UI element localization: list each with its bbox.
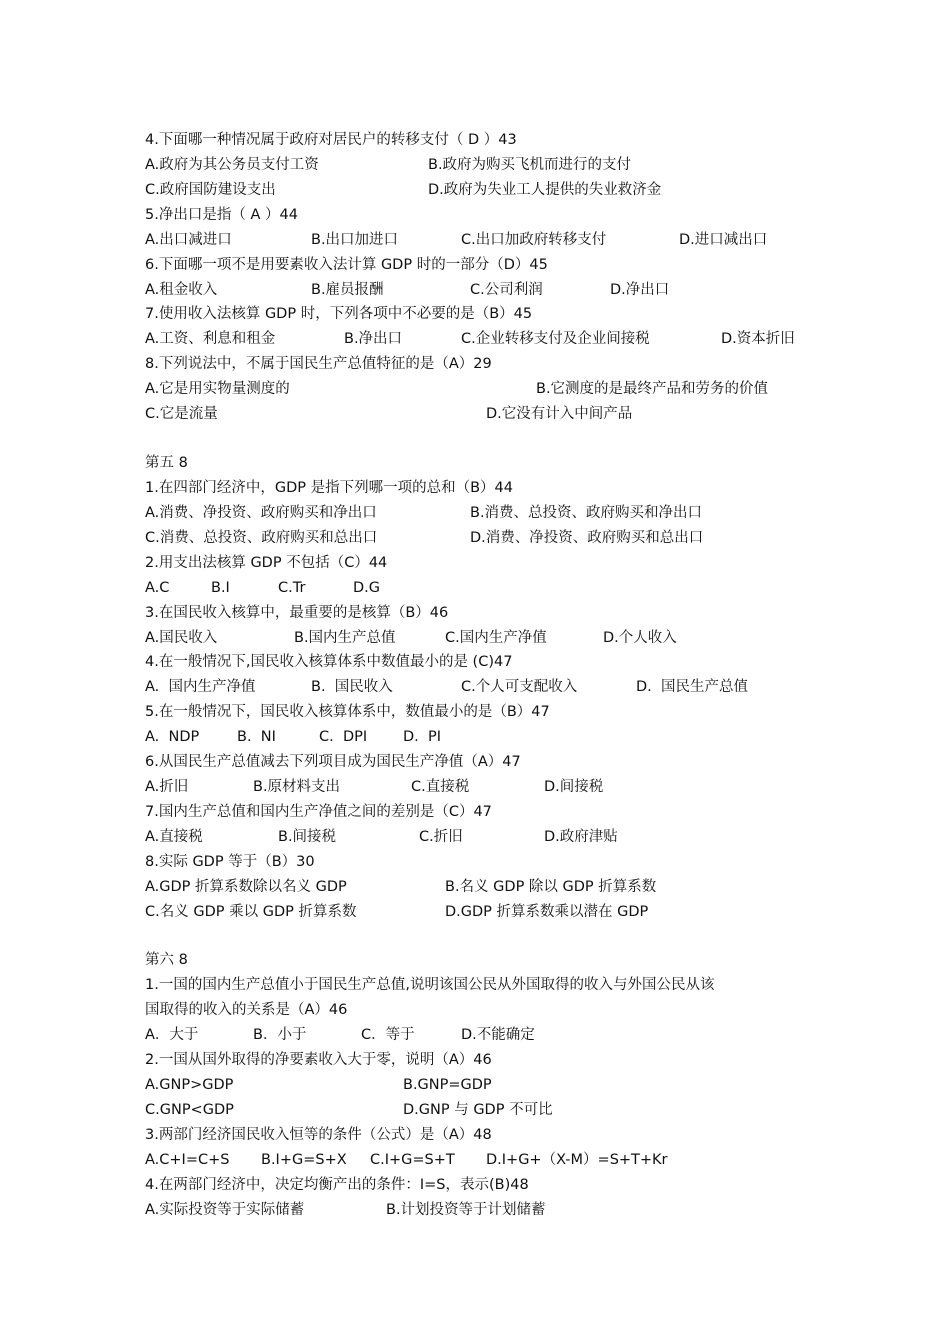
option-text: C.企业转移支付及企业间接税	[461, 331, 650, 347]
question-text: 4.在一般情况下,国民收入核算体系中数值最小的是 (C)47	[145, 654, 513, 670]
option-text: B.计划投资等于计划储蓄	[386, 1202, 546, 1218]
option-text: A. NDP	[145, 729, 200, 745]
option-text: B.政府为购买飞机而进行的支付	[428, 157, 632, 173]
text-line	[145, 1198, 825, 1223]
option-text: C.个人可支配收入	[461, 679, 578, 695]
text-line	[145, 1098, 825, 1123]
option-text: A.GDP 折算系数除以名义 GDP	[145, 879, 347, 895]
option-text: C.它是流量	[145, 406, 218, 422]
text-line	[145, 576, 825, 601]
option-text: D.个人收入	[603, 630, 677, 646]
option-text: A.租金收入	[145, 282, 218, 298]
question-text: 4.下面哪一种情况属于政府对居民户的转移支付（ D ）43	[145, 132, 517, 148]
option-text: D.不能确定	[461, 1027, 535, 1043]
text-line	[145, 900, 825, 925]
option-text: A.C	[145, 580, 170, 596]
text-line	[145, 302, 825, 327]
option-text: C.GNP<GDP	[145, 1102, 234, 1118]
option-text: B.I	[211, 580, 230, 596]
text-line	[145, 178, 825, 203]
option-text: B.消费、总投资、政府购买和净出口	[470, 505, 703, 521]
text-line	[145, 1023, 825, 1048]
option-text: C.国内生产净值	[445, 630, 547, 646]
text-line	[145, 153, 825, 178]
option-text: D.GDP 折算系数乘以潜在 GDP	[445, 904, 649, 920]
option-text: C.公司利润	[470, 282, 543, 298]
option-text: D.资本折旧	[721, 331, 795, 347]
question-text: 第六 8	[145, 952, 188, 968]
option-text: C.政府国防建设支出	[145, 182, 276, 198]
question-text: 7.使用收入法核算 GDP 时，下列各项中不必要的是（B）45	[145, 306, 533, 322]
option-text: D. 国民生产总值	[636, 679, 748, 695]
text-line	[145, 998, 825, 1023]
text-line	[145, 203, 825, 228]
text-line	[145, 228, 825, 253]
option-text: D.政府为失业工人提供的失业救济金	[428, 182, 662, 198]
text-line	[145, 1173, 825, 1198]
question-text: 6.下面哪一项不是用要素收入法计算 GDP 时的一部分（D）45	[145, 257, 548, 273]
option-text: D.G	[353, 580, 381, 596]
option-text: C.出口加政府转移支付	[461, 232, 607, 248]
option-text: C.消费、总投资、政府购买和总出口	[145, 530, 378, 546]
text-line	[145, 601, 825, 626]
text-line	[145, 626, 825, 651]
option-text: D.GNP 与 GDP 不可比	[403, 1102, 553, 1118]
question-text: 8.实际 GDP 等于（B）30	[145, 854, 315, 870]
option-text: A. 国内生产净值	[145, 679, 256, 695]
option-text: B.净出口	[344, 331, 403, 347]
text-line	[145, 948, 825, 973]
text-line	[145, 352, 825, 377]
question-text: 第五 8	[145, 455, 188, 471]
text-line	[145, 451, 825, 476]
option-text: B. 国民收入	[311, 679, 393, 695]
option-text: B.出口加进口	[311, 232, 399, 248]
text-line	[145, 128, 825, 153]
question-text: 3.在国民收入核算中，最重要的是核算（B）46	[145, 605, 449, 621]
text-line	[145, 1073, 825, 1098]
option-text: D.进口减出口	[679, 232, 768, 248]
option-text: B．小于	[253, 1027, 307, 1043]
text-line	[145, 850, 825, 875]
option-text: B.雇员报酬	[311, 282, 384, 298]
option-text: B.名义 GDP 除以 GDP 折算系数	[445, 879, 657, 895]
text-line	[145, 825, 825, 850]
question-text: 7.国内生产总值和国内生产净值之间的差别是（C）47	[145, 804, 492, 820]
option-text: D.消费、净投资、政府购买和总出口	[470, 530, 704, 546]
option-text: D.间接税	[544, 779, 604, 795]
question-text: 6.从国民生产总值减去下列项目成为国民生产净值（A）47	[145, 754, 521, 770]
text-line	[145, 675, 825, 700]
question-text: 5.在一般情况下，国民收入核算体系中，数值最小的是（B）47	[145, 704, 550, 720]
question-text: 2.一国从国外取得的净要素收入大于零，说明（A）46	[145, 1052, 492, 1068]
text-line	[145, 377, 825, 402]
option-text: D. PI	[403, 729, 442, 745]
question-text: 5.净出口是指（ A ）44	[145, 207, 298, 223]
text-line	[145, 1048, 825, 1073]
text-line	[145, 775, 825, 800]
text-line	[145, 327, 825, 352]
question-text: 2.用支出法核算 GDP 不包括（C）44	[145, 555, 388, 571]
text-line	[145, 650, 825, 675]
option-text: A.工资、利息和租金	[145, 331, 276, 347]
text-line	[145, 700, 825, 725]
option-text: A.GNP>GDP	[145, 1077, 234, 1093]
option-text: A.消费、净投资、政府购买和净出口	[145, 505, 377, 521]
option-text: C.折旧	[419, 829, 463, 845]
question-text: 8.下列说法中，不属于国民生产总值特征的是（A）29	[145, 356, 492, 372]
question-text: 1.一国的国内生产总值小于国民生产总值,说明该国公民从外国取得的收入与外国公民从该	[145, 977, 715, 993]
question-text: 1.在四部门经济中，GDP 是指下列哪一项的总和（B）44	[145, 480, 513, 496]
option-text: C．等于	[361, 1027, 415, 1043]
option-text: A.C+I=C+S	[145, 1152, 230, 1168]
option-text: D.政府津贴	[544, 829, 618, 845]
question-text: 国取得的收入的关系是（A）46	[145, 1002, 348, 1018]
option-text: A.国民收入	[145, 630, 218, 646]
option-text: D.它没有计入中间产品	[486, 406, 633, 422]
question-text: 4.在两部门经济中，决定均衡产出的条件：I=S，表示(B)48	[145, 1177, 529, 1193]
option-text: B.GNP=GDP	[403, 1077, 492, 1093]
option-text: A.折旧	[145, 779, 189, 795]
option-text: A.政府为其公务员支付工资	[145, 157, 319, 173]
text-line	[145, 800, 825, 825]
option-text: A.实际投资等于实际储蓄	[145, 1202, 305, 1218]
text-line	[145, 1148, 825, 1173]
text-line	[145, 526, 825, 551]
option-text: C.名义 GDP 乘以 GDP 折算系数	[145, 904, 357, 920]
option-text: D.I+G+（X-M）=S+T+Kr	[486, 1152, 668, 1168]
text-line	[145, 253, 825, 278]
text-line	[145, 501, 825, 526]
text-line	[145, 750, 825, 775]
text-line	[145, 1123, 825, 1148]
option-text: A.出口减进口	[145, 232, 232, 248]
option-text: C.Tr	[278, 580, 306, 596]
option-text: B.I+G=S+X	[261, 1152, 347, 1168]
option-text: A.它是用实物量测度的	[145, 381, 290, 397]
option-text: C.I+G=S+T	[370, 1152, 455, 1168]
text-line	[145, 725, 825, 750]
option-text: C. DPI	[319, 729, 368, 745]
question-text: 3.两部门经济国民收入恒等的条件（公式）是（A）48	[145, 1127, 492, 1143]
text-line	[145, 973, 825, 998]
option-text: B.间接税	[278, 829, 337, 845]
option-text: B. NI	[237, 729, 276, 745]
text-line	[145, 278, 825, 303]
option-text: A．大于	[145, 1027, 199, 1043]
text-line	[145, 476, 825, 501]
option-text: A.直接税	[145, 829, 203, 845]
option-text: B.原材料支出	[253, 779, 341, 795]
text-line	[145, 402, 825, 427]
text-line	[145, 875, 825, 900]
option-text: B.国内生产总值	[294, 630, 396, 646]
text-line	[145, 551, 825, 576]
option-text: D.净出口	[610, 282, 670, 298]
option-text: B.它测度的是最终产品和劳务的价值	[536, 381, 769, 397]
option-text: C.直接税	[411, 779, 470, 795]
